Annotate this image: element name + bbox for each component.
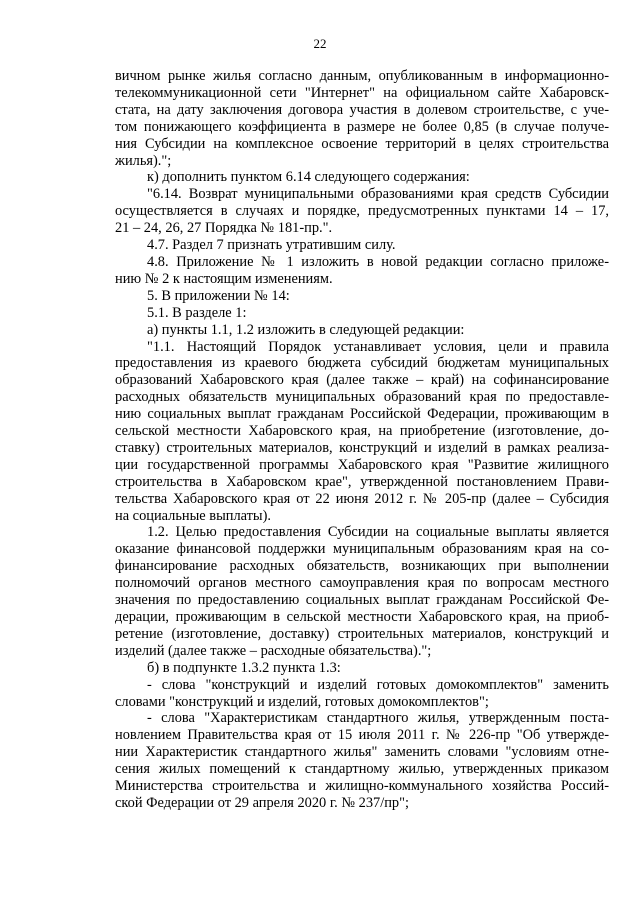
text-line: вичном рынке жилья согласно данным, опубликованным в информационно- — [115, 68, 609, 84]
text-line: значения по предоставлению социальных выплат гражданам Российской Фе- — [115, 592, 609, 609]
text-line: - слова "Характеристикам стандартного жилья, утвержденным поста- — [147, 710, 609, 727]
text-line: полномочий органов местного самоуправления края по вопросам местного — [115, 575, 609, 592]
text-line: б) в подпункте 1.3.2 пункта 1.3: — [147, 659, 341, 676]
text-line: 4.8. Приложение № 1 изложить в новой редакции согласно приложе- — [147, 253, 609, 270]
text-line: осуществляется в случаях и порядке, предусмотренных пунктами 14 – 17, — [115, 203, 609, 220]
text-line: тельства Хабаровского края от 22 июня 2012 г. № 205-пр (далее – Субсидия — [115, 490, 609, 507]
text-line: строительства в Хабаровском крае", утвержденной постановлением Прави- — [115, 473, 609, 490]
text-line: ской Федерации от 29 апреля 2020 г. № 237/пр"; — [115, 794, 409, 811]
text-line: 21 – 24, 26, 27 Порядка № 181-пр.". — [115, 220, 333, 237]
text-line: нии Характеристик стандартного жилья" заменить словами "условиям отне- — [115, 744, 609, 761]
text-line: нию социальных выплат гражданам Российской Федерации, проживающим в — [115, 406, 609, 423]
text-line: 4.7. Раздел 7 признать утратившим силу. — [147, 237, 396, 254]
text-line: расходных обязательств муниципальных образований края по предоставле- — [115, 389, 609, 406]
text-line: предоставления из краевого бюджета субсидий бюджетам муниципальных — [115, 355, 609, 372]
text-line: ретение (изготовление, доставку) строительных материалов, конструкций и — [115, 625, 609, 642]
text-line: том понижающего коэффициента в размере не более 0,85 (в случае получе- — [115, 118, 609, 135]
page-number: 22 — [313, 36, 327, 51]
text-line: новлением Правительства края от 15 июля 2011 г. № 226-пр "Об утвержде- — [115, 727, 609, 744]
text-line: жилья)."; — [115, 152, 172, 169]
text-line: ции государственной программы Хабаровского края "Развитие жилищного — [115, 456, 609, 473]
text-line: ставку) строительных материалов, конструкций и изделий в рамках реализа- — [115, 439, 609, 456]
text-line: - слова "конструкций и изделий готовых домокомплектов" заменить — [147, 676, 609, 693]
text-line: образований Хабаровского края (далее также – край) на софинансирование — [115, 372, 609, 389]
text-line: стата, на дату заключения договора участия в долевом строительстве, с уче- — [115, 101, 609, 118]
text-line: 1.2. Целью предоставления Субсидии на социальные выплаты является — [147, 524, 609, 541]
text-line: телекоммуникационной сети "Интернет" на официальном сайте Хабаровск- — [115, 84, 609, 101]
text-line: сения жилых помещений к стандартному жилью, утвержденных приказом — [115, 761, 609, 778]
text-line: Министерства строительства и жилищно-коммунального хозяйства Россий- — [115, 778, 609, 795]
text-line: нию № 2 к настоящим изменениям. — [115, 270, 333, 287]
text-line: к) дополнить пунктом 6.14 следующего содержания: — [147, 169, 470, 186]
text-line: дерации, проживающим в сельской местности Хабаровского края, на приоб- — [115, 609, 609, 625]
text-line: изделий (далее также – расходные обязательства)."; — [115, 642, 432, 659]
text-line: сельской местности Хабаровского края, на приобретение (изготовление, до- — [115, 423, 609, 440]
text-line: на социальные выплаты). — [115, 507, 271, 524]
text-line: финансирование расходных обязательств, возникающих при выполнении — [115, 558, 609, 575]
text-line: словами "конструкций и изделий, готовых домокомплектов"; — [115, 693, 489, 710]
text-line: 5.1. В разделе 1: — [147, 304, 247, 321]
text-line: а) пункты 1.1, 1.2 изложить в следующей редакции: — [147, 321, 465, 338]
text-line: "1.1. Настоящий Порядок устанавливает условия, цели и правила — [147, 338, 609, 355]
text-line: "6.14. Возврат муниципальными образованиями края средств Субсидии — [147, 186, 609, 203]
text-line: 5. В приложении № 14: — [147, 287, 290, 304]
document-body — [115, 68, 609, 812]
text-line: ния Субсидии на комплексное освоение территорий в целях строительства — [115, 135, 609, 152]
text-line: оказание финансовой поддержки муниципальным образованиям края на со- — [115, 541, 609, 558]
